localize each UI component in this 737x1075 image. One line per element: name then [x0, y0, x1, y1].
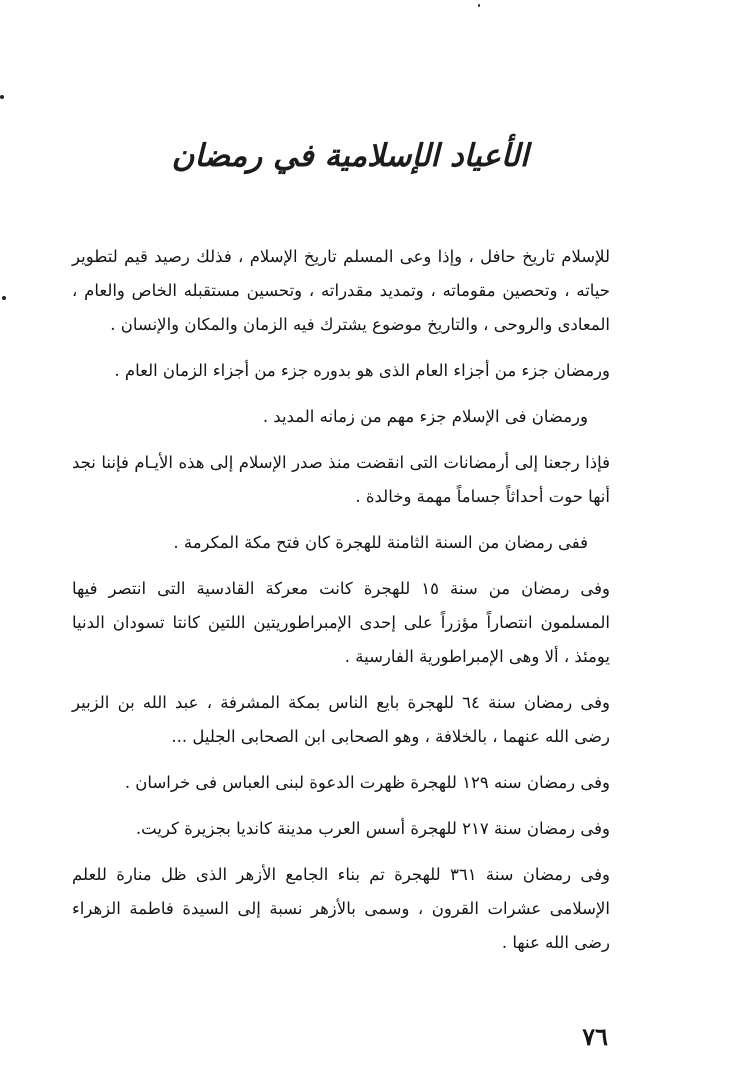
paragraph: ورمضان فى الإسلام جزء مهم من زمانه المديد .: [262, 407, 588, 426]
body-text: [72, 240, 610, 972]
page-number: ٧٦: [582, 1022, 608, 1051]
paragraph: وفى رمضان من سنة ١٥ للهجرة كانت معركة القادسية التى انتصر فيها المسلمون انتصاراً مؤزراً على إحدى الإمبراطوريتين اللتين كانتا تسودان الدنيا يومئذ ، ألا وهى الإمبراطورية الفارسية .: [72, 579, 610, 666]
scan-speck: [0, 95, 4, 99]
paragraph: وفى رمضان سنة ٦٤ للهجرة بايع الناس بمكة المشرفة ، عبد الله بن الزبير رضى الله عنهما ، بالخلافة ، وهو الصحابى ابن الصحابى الجليل ...: [72, 693, 610, 746]
paragraph: وفى رمضان سنه ١٢٩ للهجرة ظهرت الدعوة لبنى العباس فى خراسان .: [124, 773, 610, 792]
paragraph: ففى رمضان من السنة الثامنة للهجرة كان فتح مكة المكرمة .: [173, 533, 588, 552]
paragraph: وفى رمضان سنة ٢١٧ للهجرة أسس العرب مدينة كانديا بجزيرة كريت.: [135, 819, 610, 838]
paragraph: للإسلام تاريخ حافل ، وإذا وعى المسلم تاريخ الإسلام ، فذلك رصيد قيم لتطوير حياته ، وتحصين مقوماته ، وتمديد مقدراته ، وتحسين مستقبله الخاص والعام ، المعادى والروحى ، والتاريخ موضوع يشترك فيه الزمان والمكان والإنسان .: [72, 247, 610, 334]
paragraph: ورمضان جزء من أجزاء العام الذى هو بدوره جزء من أجزاء الزمان العام .: [114, 361, 610, 380]
paragraph: وفى رمضان سنة ٣٦١ للهجرة تم بناء الجامع الأزهر الذى ظل منارة للعلم الإسلامى عشرات القرون ، وسمى بالأزهر نسبة إلى السيدة فاطمة الزهراء رضى الله عنها .: [72, 865, 610, 952]
scan-speck: [478, 4, 480, 7]
chapter-title: الأعياد الإسلامية في رمضان: [171, 138, 529, 174]
paragraph: فإذا رجعنا إلى أرمضانات التى انقضت منذ صدر الإسلام إلى هذه الأيـام فإننا نجد أنها حوت أحداثاً جساماً مهمة وخالدة .: [72, 453, 610, 506]
scan-speck: [2, 296, 6, 300]
